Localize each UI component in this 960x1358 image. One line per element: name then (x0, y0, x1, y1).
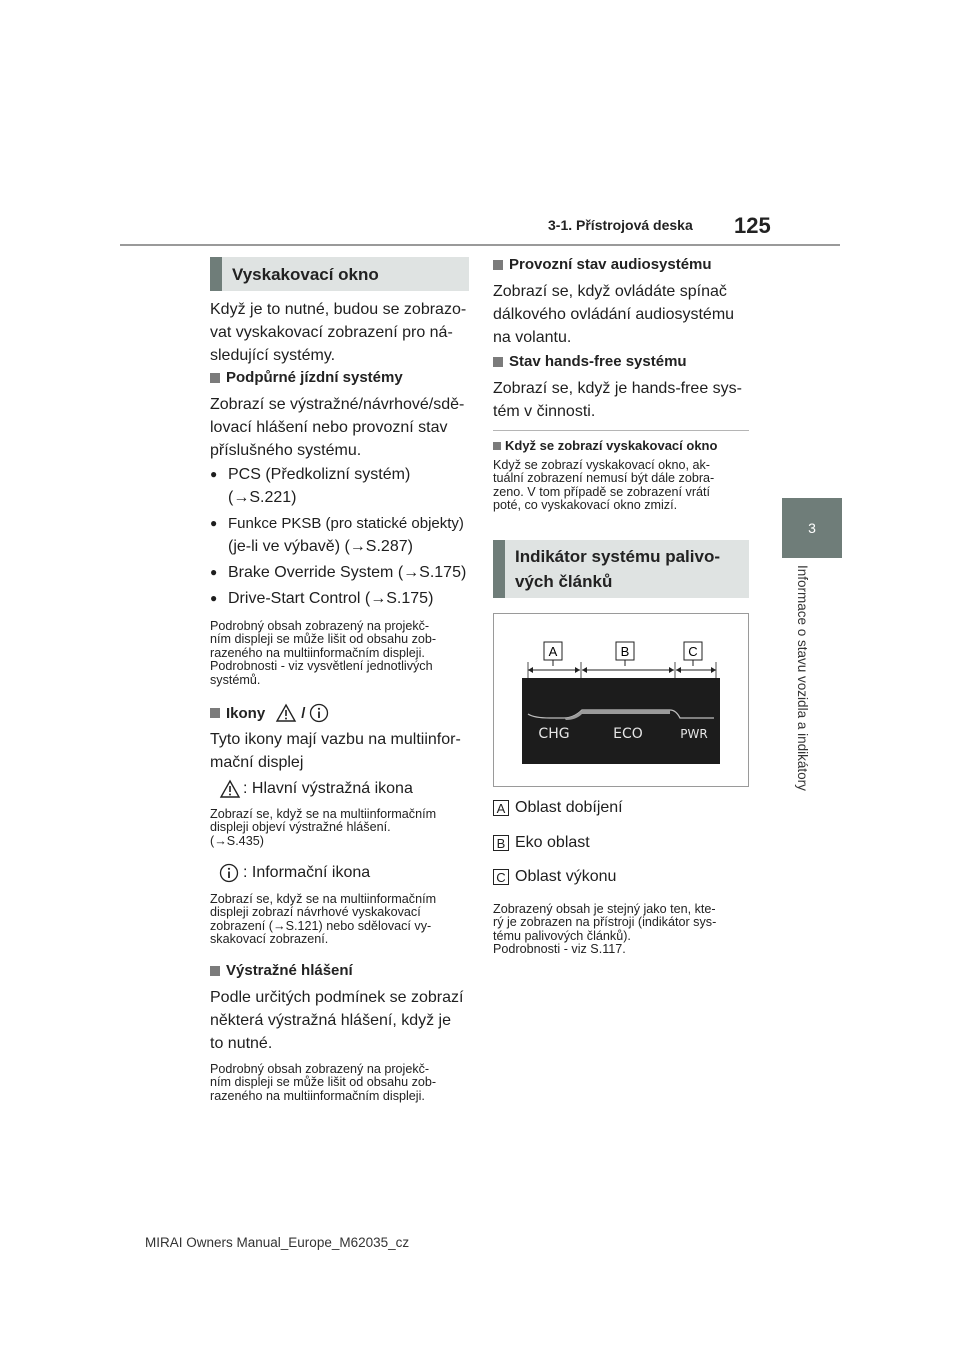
legend-key: A (493, 800, 509, 816)
bullet-item (210, 561, 490, 584)
bullet-line: ● PCS (Předkolizní systém) (228, 466, 411, 483)
square-bullet-icon (493, 442, 501, 450)
footer: MIRAI Owners Manual_Europe_M62035_cz (145, 1235, 410, 1250)
indicator-display (522, 678, 720, 764)
legend-key: B (493, 835, 509, 851)
note-line: zobrazení (→S.121) nebo sdělovací vy- (210, 918, 432, 933)
legend-text: Eko oblast (515, 834, 590, 851)
title-line: vých článků (515, 572, 613, 591)
text-line: Zobrazí se výstražné/návrhové/sdě- (210, 396, 465, 413)
note-line: Zobrazený obsah je stejný jako ten, kte- (493, 902, 716, 916)
text-line: některá výstražná hlášení, když je (210, 1012, 452, 1029)
text-line: příslušného systému. (210, 442, 362, 459)
info-circle-icon (309, 703, 329, 723)
heading-driving-systems (210, 369, 403, 386)
heading-popup-note (493, 438, 717, 453)
warning-message-text (210, 986, 480, 1055)
driving-systems-text (210, 393, 480, 462)
intro-line: vat vyskakovací zobrazení pro ná- (210, 324, 453, 341)
heading-handsfree (493, 353, 687, 370)
section-title-popup: Vyskakovací okno (210, 257, 469, 291)
bullet-line: ● Drive-Start Control (→S.175) (228, 590, 434, 607)
warning-triangle-icon (275, 703, 297, 723)
text-line: na volantu. (493, 329, 572, 346)
note-line: (→S.435) (210, 833, 264, 848)
popup-note-text (493, 459, 755, 513)
handsfree-text (493, 377, 753, 423)
zone-eco: ECO (613, 726, 643, 742)
warning-message-note (210, 1063, 480, 1103)
warning-icon-label: : Hlavní výstražná ikona (243, 780, 413, 797)
warning-triangle-icon (219, 779, 241, 799)
note-line: Podrobnosti - viz S.117. (493, 942, 626, 957)
section-title-fuel-cell (493, 540, 749, 598)
divider (493, 430, 749, 431)
fuel-cell-figure (493, 613, 749, 787)
note-line: rý je zobrazen na přístroji (indikátor sys- (493, 915, 717, 930)
heading-icons (210, 703, 329, 723)
label-b: B (620, 644, 630, 659)
bullet-line: (je-li ve výbavě) (→S.287) (228, 538, 413, 555)
heading-warning-message (210, 962, 353, 979)
note-line: Podrobnosti - viz vysvětlení jednotlivých (210, 659, 433, 674)
square-bullet-icon (210, 708, 220, 718)
intro-line: sledující systémy. (210, 347, 336, 364)
info-icon-label: : Informační ikona (243, 864, 371, 881)
bullet-item (210, 512, 490, 558)
bullet-line: ● Funkce PKSB (pro statické objekty) (228, 515, 464, 532)
text-line: Zobrazí se, když ovládáte spínač (493, 283, 727, 300)
note-line: tuální zobrazení nemusí být dále zobra- (493, 471, 715, 486)
warning-icon-note (210, 808, 480, 848)
note-line: ním displeji se může lišit od obsahu zob- (210, 632, 437, 647)
driving-systems-note (210, 620, 480, 687)
text-line: to nutné. (210, 1035, 273, 1052)
note-line: razeného na multiinformačním displeji. (210, 1088, 425, 1103)
legend-item (493, 865, 616, 888)
intro-line: Když je to nutné, budou se zobrazo- (210, 301, 467, 318)
legend-key: C (493, 869, 509, 885)
note-line: skakovací zobrazení. (210, 932, 329, 947)
note-line: Podrobný obsah zobrazený na projekč- (210, 619, 430, 633)
separator: / (301, 704, 306, 722)
label-a: A (548, 644, 558, 659)
heading-text: Stav hands-free systému (509, 353, 687, 370)
heading-text: Ikony (226, 704, 266, 722)
icons-text (210, 728, 480, 774)
warning-icon-row (219, 777, 413, 800)
note-line: Zobrazí se, když se na multiinformačním (210, 892, 437, 906)
zone-pwr: PWR (680, 727, 708, 741)
legend-text: Oblast výkonu (515, 868, 617, 885)
fuel-cell-indicator-diagram (494, 614, 748, 786)
text-line: tém v činnosti. (493, 403, 596, 420)
note-line: Podrobný obsah zobrazený na projekč- (210, 1062, 430, 1076)
heading-text: Podpůrné jízdní systémy (226, 369, 403, 386)
section-header: 3-1. Přístrojová deska (548, 217, 693, 233)
note-line: Když se zobrazí vyskakovací okno, ak- (493, 458, 710, 472)
heading-audio (493, 256, 712, 273)
note-line: tému palivových článků). (493, 928, 631, 943)
note-line: displeji objeví výstražné hlášení. (210, 820, 391, 835)
legend-text: Oblast dobíjení (515, 799, 623, 816)
zone-chg: CHG (538, 726, 570, 742)
heading-text: Výstražné hlášení (226, 962, 353, 979)
bullet-item (210, 463, 490, 509)
text-line: dálkového ovládání audiosystému (493, 306, 735, 323)
text-line: Zobrazí se, když je hands-free sys- (493, 380, 742, 397)
square-bullet-icon (493, 357, 503, 367)
square-bullet-icon (493, 260, 503, 270)
note-line: ním displeji se může lišit od obsahu zob- (210, 1075, 437, 1090)
bullet-line: ● Brake Override System (→S.175) (228, 564, 467, 581)
legend-item (493, 831, 590, 854)
note-line: displeji zobrazí návrhové vyskakovací (210, 905, 421, 920)
legend-item (493, 796, 623, 819)
heading-text: Když se zobrazí vyskakovací okno (505, 438, 718, 453)
note-line: poté, co vyskakovací okno zmizí. (493, 498, 678, 513)
bullet-line: (→S.221) (228, 489, 297, 506)
note-line: Zobrazí se, když se na multiinformačním (210, 807, 437, 821)
text-line: Podle určitých podmínek se zobrazí (210, 989, 464, 1006)
title-line: Indikátor systému palivo- (515, 547, 720, 566)
note-line: razeného na multiinformačním displeji. (210, 645, 425, 660)
info-circle-icon (219, 863, 239, 883)
text-line: lovací hlášení nebo provozní stav (210, 419, 448, 436)
note-line: zeno. V tom případě se zobrazení vrátí (493, 484, 711, 499)
heading-text: Provozní stav audiosystému (509, 256, 712, 273)
square-bullet-icon (210, 373, 220, 383)
text-line: mační displej (210, 754, 304, 771)
chapter-tab: 3 (782, 498, 842, 558)
intro-text (210, 298, 480, 367)
label-c: C (688, 644, 698, 659)
square-bullet-icon (210, 966, 220, 976)
audio-text (493, 280, 753, 349)
info-icon-row (219, 861, 370, 884)
text-line: Tyto ikony mají vazbu na multiinfor- (210, 731, 461, 748)
note-line: systémů. (210, 672, 261, 687)
info-icon-note (210, 893, 480, 947)
fuel-cell-note (493, 903, 758, 957)
bullet-item (210, 587, 490, 610)
page-number: 125 (734, 213, 771, 238)
chapter-title: Informace o stavu vozidla a indikátory (795, 565, 810, 791)
header-rule (120, 244, 840, 246)
